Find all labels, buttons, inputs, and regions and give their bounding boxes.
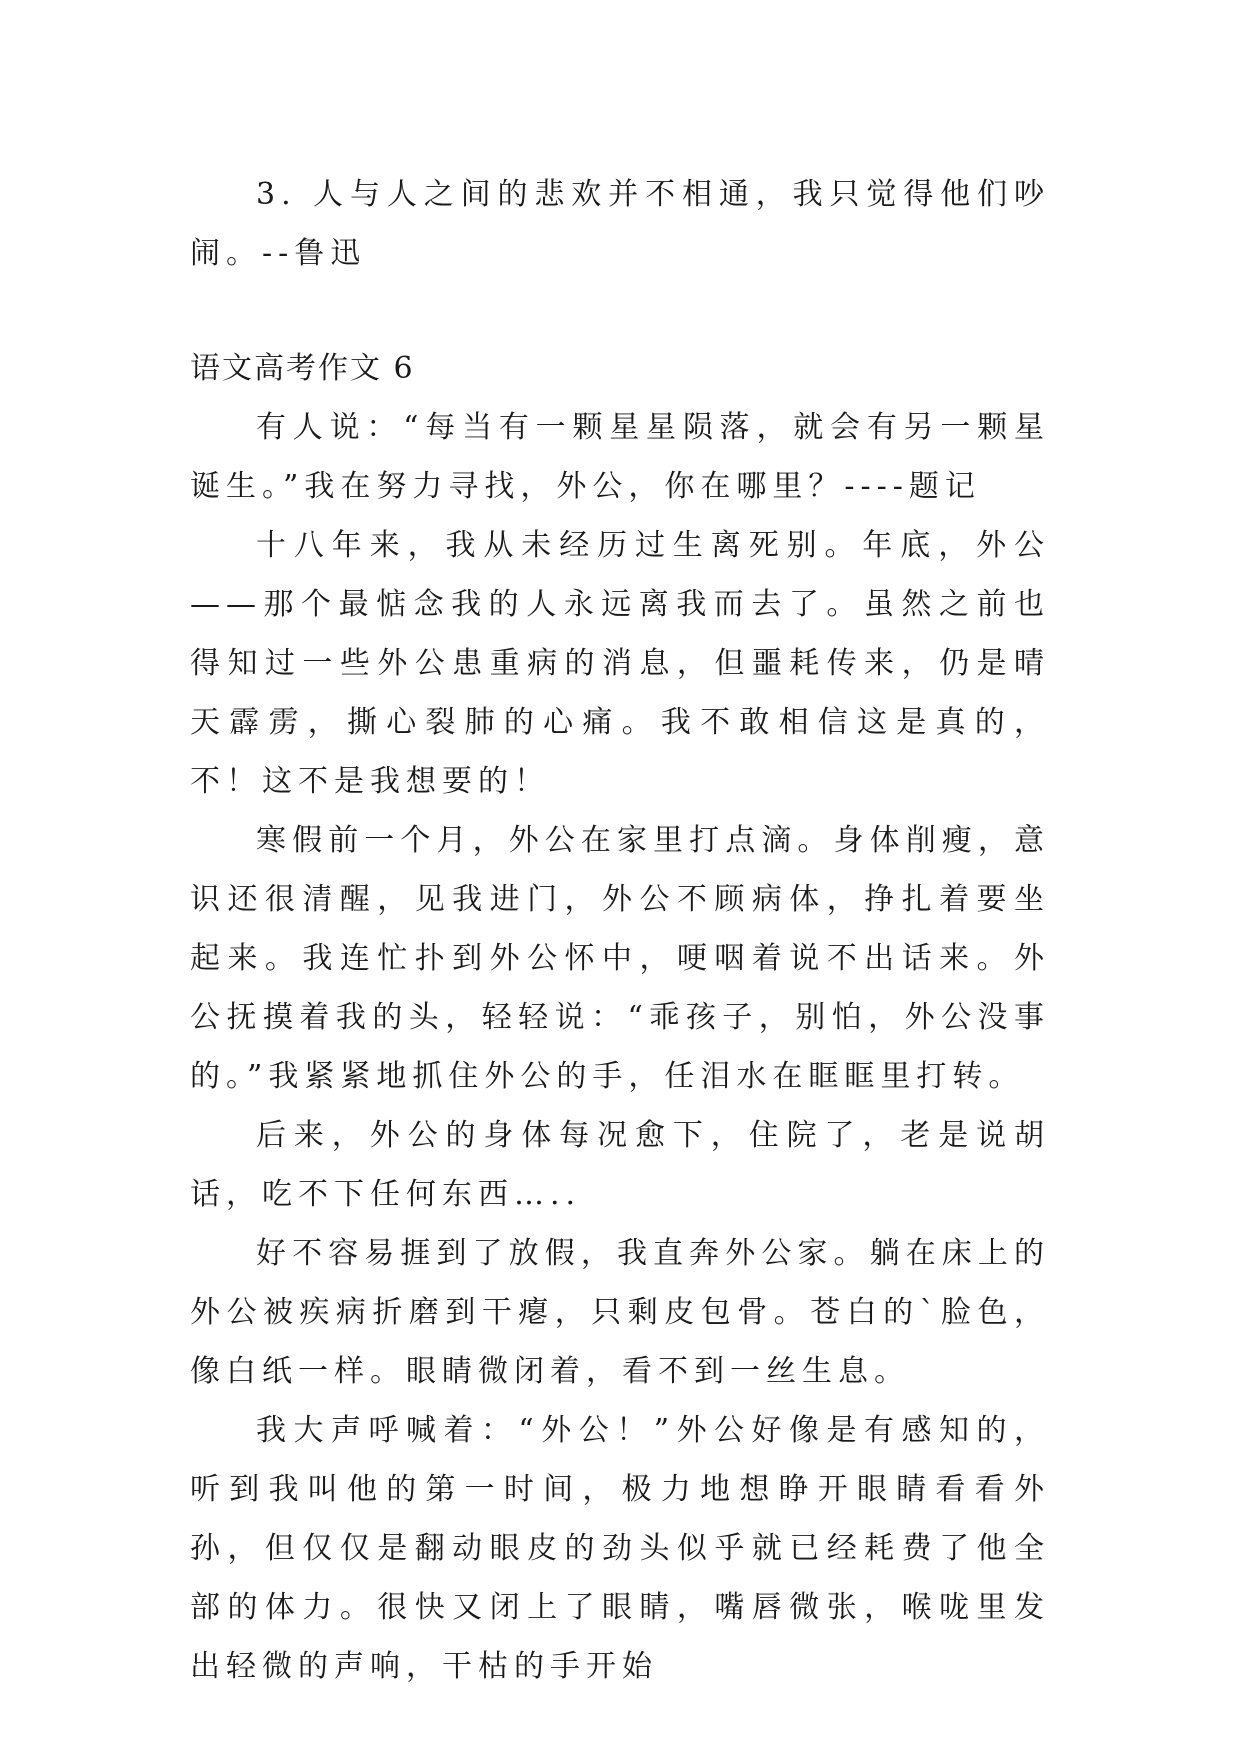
paragraph-1: 十八年来，我从未经历过生离死别。年底，外公——那个最惦念我的人永远离我而去了。虽然之前也得知过一些外公患重病的消息，但噩耗传来，仍是晴天霹雳，撕心裂肺的心痛。我不敢相信这是真的，不！这不是我想要的！ [190, 528, 1050, 799]
document-body [190, 165, 1050, 1696]
section-title: 语文高考作文 6 [190, 351, 415, 386]
paragraph-3: 后来，外公的身体每况愈下，住院了，老是说胡话，吃不下任何东西….. [190, 1118, 1050, 1212]
quote-paragraph: 3. 人与人之间的悲欢并不相通，我只觉得他们吵闹。--鲁迅 [190, 177, 1050, 271]
paragraph-4: 好不容易捱到了放假，我直奔外公家。躺在床上的外公被疾病折磨到干瘪，只剩皮包骨。苍白的`脸色，像白纸一样。眼睛微闭着，看不到一丝生息。 [190, 1236, 1050, 1389]
paragraph-2: 寒假前一个月，外公在家里打点滴。身体削瘦，意识还很清醒，见我进门，外公不顾病体，挣扎着要坐起来。我连忙扑到外公怀中，哽咽着说不出话来。外公抚摸着我的头，轻轻说：“乖孩子，别怕，外公没事的。”我紧紧地抓住外公的手，任泪水在眶眶里打转。 [190, 823, 1050, 1094]
paragraph-epigraph: 有人说：“每当有一颗星星陨落，就会有另一颗星诞生。”我在努力寻找，外公，你在哪里？----题记 [190, 410, 1050, 504]
paragraph-5: 我大声呼喊着：“外公！”外公好像是有感知的，听到我叫他的第一时间，极力地想睁开眼睛看看外孙，但仅仅是翻动眼皮的劲头似乎就已经耗费了他全部的体力。很快又闭上了眼睛，嘴唇微张，喉咙里发出轻微的声响，干枯的手开始 [190, 1413, 1050, 1684]
